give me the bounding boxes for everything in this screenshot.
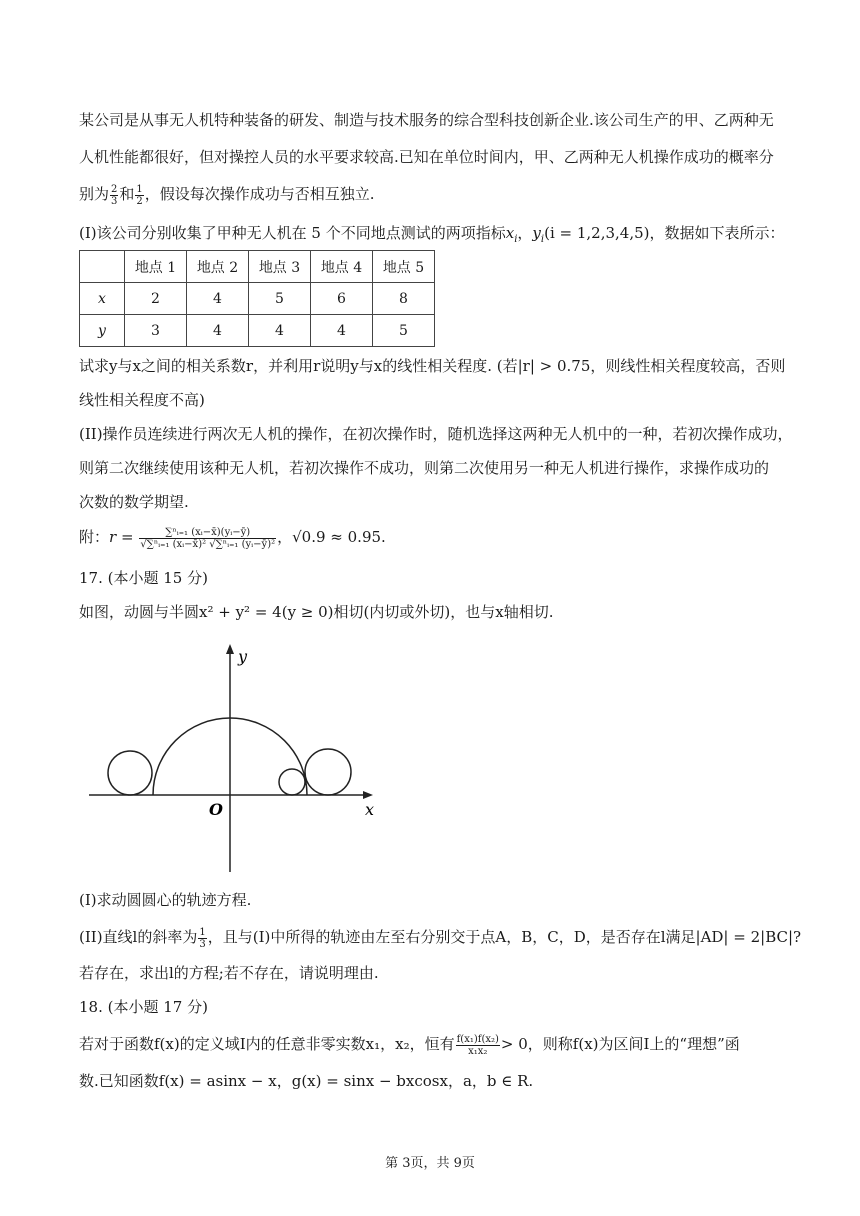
fraction-1-2: $\frac{1}{2}$ xyxy=(136,183,143,207)
table-row: y 3 4 4 4 5 xyxy=(80,315,435,347)
question-1-task-line2: 线性相关程度不高) xyxy=(79,391,205,409)
question-2-line1: (II)操作员连续进行两次无人机的操作，在初次操作时，随机选择这两种无人机中的一种，若初次操作成功， xyxy=(79,425,793,443)
question-2-line3: 次数的数学期望. xyxy=(79,493,189,511)
right-circle xyxy=(305,749,351,795)
fraction-1-3: $\frac{1}{3}$ xyxy=(199,926,206,950)
problem-18-line2: 数.已知函数f(x) = asinx − x，g(x) = sinx − bxcosx，a，b ∈ R. xyxy=(79,1072,534,1090)
problem-18-heading: 18. (本小题 17 分) xyxy=(79,998,208,1016)
question-2-line2: 则第二次继续使用该种无人机，若初次操作不成功，则第二次使用另一种无人机进行操作，求操作成功的 xyxy=(79,459,770,477)
x-label: x xyxy=(365,800,375,819)
table-row: x 2 4 5 6 8 xyxy=(80,283,435,315)
question-1-stem: (I)该公司分别收集了甲种无人机在 5 个不同地点测试的两项指标$x_i$，$y_i(i = 1,2,3,4,5)$，数据如下表所示： xyxy=(79,224,785,245)
problem-17-part-1: (I)求动圆圆心的轨迹方程. xyxy=(79,891,252,909)
problem-17-stem: 如图，动圆与半圆x² + y² = 4(y ≥ 0)相切(内切或外切)，也与x轴相切. xyxy=(79,603,554,621)
para1-line1: 某公司是从事无人机特种装备的研发、制造与技术服务的综合型科技创新企业.该公司生产的甲、乙两种无 xyxy=(79,111,774,129)
appendix-formula: 附：r = $\frac{\text{∑ⁿᵢ₌₁ (xᵢ−x̄)(yᵢ−ȳ)}}{\text{√∑ⁿᵢ₌₁ (xᵢ−x̄)² √∑ⁿᵢ₌₁ (yᵢ−ȳ)²}}$ ，√0.9 ≈ 0.95. xyxy=(79,526,386,550)
y-label: y xyxy=(238,647,248,666)
problem-17-part-2: (II)直线l的斜率为 $\frac{1}{3}$ ，且与(I)中所得的轨迹由左至右分别交于点A，B，C，D，是否存在l满足|AD| = 2|BC|? xyxy=(79,926,802,950)
page-footer: 第 3页，共 9页 xyxy=(385,1156,475,1171)
origin-label: O xyxy=(209,800,223,819)
problem-17-part-2-cont: 若存在，求出l的方程;若不存在，请说明理由. xyxy=(79,964,379,982)
question-1-task-line1: 试求y与x之间的相关系数r，并利用r说明y与x的线性相关程度. (若|r| > 0.75，则线性相关程度较高，否则 xyxy=(79,357,786,375)
circles-figure xyxy=(81,632,398,877)
fraction-2-3: $\frac{2}{3}$ xyxy=(111,183,118,207)
correlation-fraction: $\frac{\text{∑ⁿᵢ₌₁ (xᵢ−x̄)(yᵢ−ȳ)}}{\text{√∑ⁿᵢ₌₁ (xᵢ−x̄)² √∑ⁿᵢ₌₁ (yᵢ−ȳ)²}}$ xyxy=(140,526,276,550)
problem-17-heading: 17. (本小题 15 分) xyxy=(79,569,208,587)
small-circle xyxy=(279,769,305,795)
left-circle xyxy=(108,751,152,795)
table-header-row: 地点 1 地点 2 地点 3 地点 4 地点 5 xyxy=(80,251,435,283)
para1-line3: 别为 $\frac{2}{3}$ 和 $\frac{1}{2}$ ，假设每次操作成功与否相互独立. xyxy=(79,183,375,207)
y-axis-arrow xyxy=(226,644,234,654)
problem-18-line1: 若对于函数f(x)的定义域I内的任意非零实数x₁，x₂，恒有 $\frac{\text{f(x₁)f(x₂)}}{\text{x₁x₂}}$ > 0，则称f(x)为区间I上的“理想”函 xyxy=(79,1033,740,1057)
para1-line2: 人机性能都很好，但对操控人员的水平要求较高.已知在单位时间内，甲、乙两种无人机操作成功的概率分 xyxy=(79,148,774,166)
x-axis-arrow xyxy=(363,791,373,799)
ratio-fraction: $\frac{\text{f(x₁)f(x₂)}}{\text{x₁x₂}}$ xyxy=(456,1033,499,1057)
data-table xyxy=(79,250,435,347)
circles-diagram xyxy=(81,632,398,877)
